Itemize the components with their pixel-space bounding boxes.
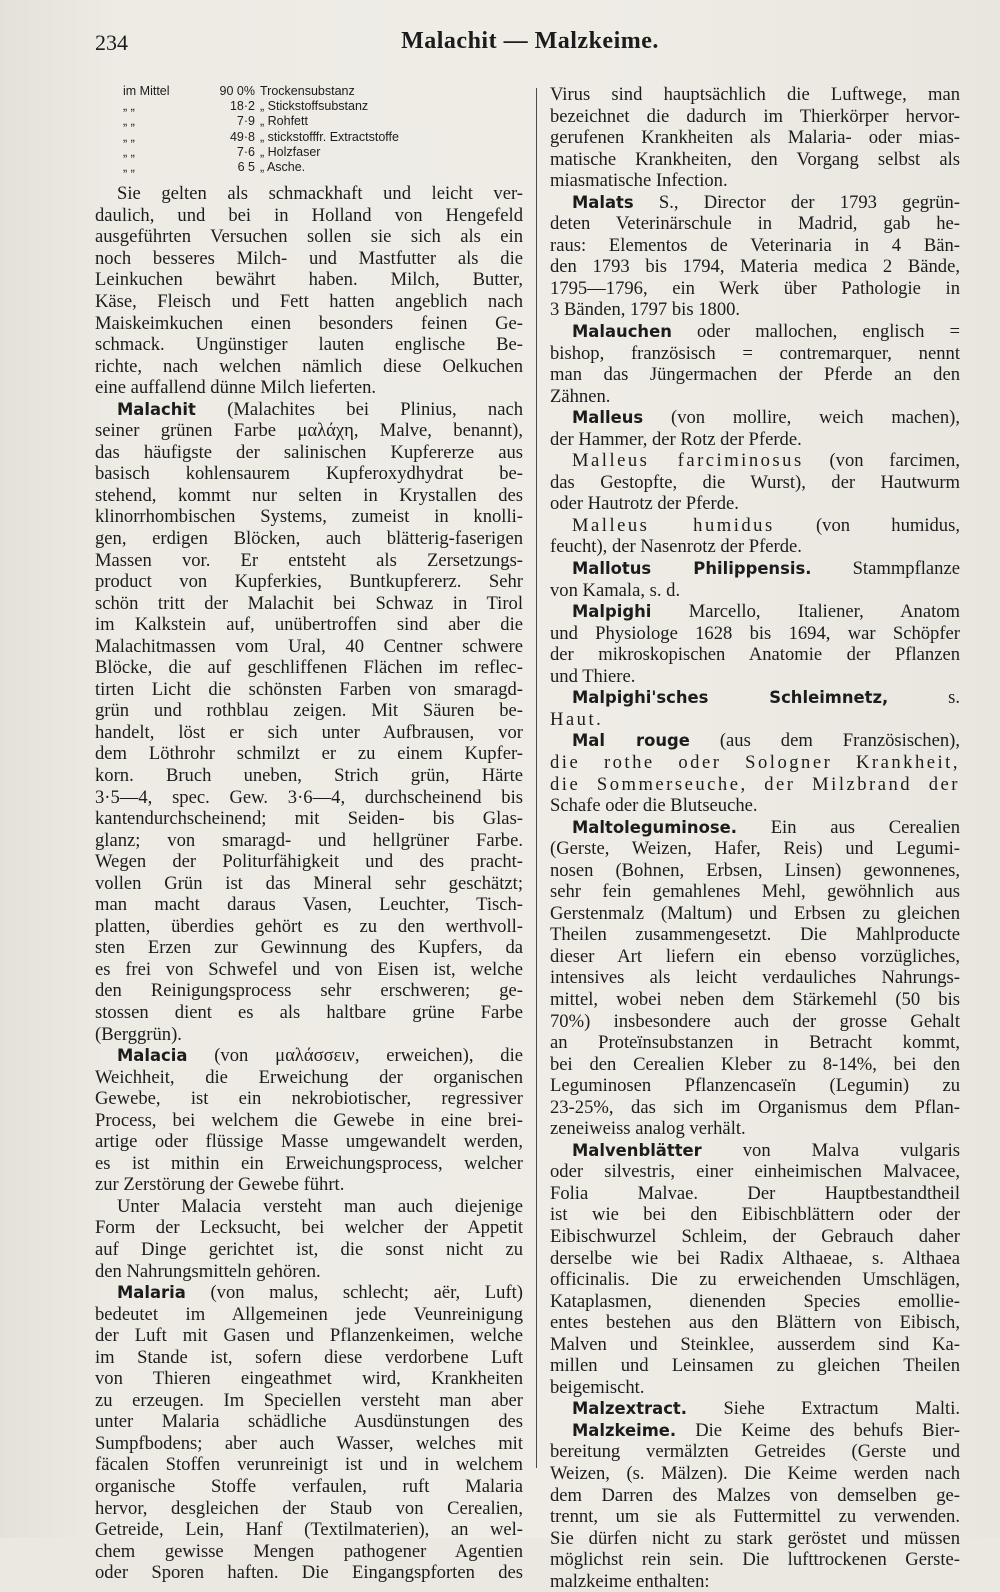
- text-line: fäcalen Stoffen verunreinigt ist und in welchem: [95, 1454, 523, 1476]
- text-line: im Stande ist, sofern diese verdorbene Luft: [95, 1346, 523, 1368]
- text-line: Massen vor. Er entsteht als Zersetzungs-: [95, 549, 523, 571]
- text-line: officinalis. Die zu erweichenden Umschlägen,: [550, 1269, 960, 1291]
- text-line: 3 Bänden, 1797 bis 1800.: [550, 299, 741, 321]
- text-line: man macht daraus Vasen, Leuchter, Tisch-: [95, 894, 523, 916]
- text-line: Folia Malvae. Der Hauptbestandtheil: [550, 1182, 960, 1204]
- text-line: sten Erzen zur Gewinnung des Kupfers, da: [95, 937, 523, 959]
- text-line: seiner grünen Farbe μαλάχη, Malve, benannt),: [95, 420, 523, 442]
- text-line: schmack. Ungünstiger lauten englische Be-: [95, 334, 523, 356]
- text-line: millen und Leinsamen zu gleichen Theilen: [550, 1355, 960, 1377]
- text-line: Sumpfbodens; aber auch Wasser, welches mit: [95, 1432, 523, 1454]
- text-line: klinorrhombischen Systems, zumeist in knolli-: [95, 506, 523, 528]
- text-line: (Gerste, Weizen, Hafer, Reis) und Legumi-: [550, 838, 960, 860]
- text-line: ist wie bei den Eibischblättern oder der: [550, 1204, 960, 1226]
- entry-first-line: Malzextract. Siehe Extractum Malti.: [572, 1398, 961, 1420]
- text-line: Weichheit, die Erweichung der organischen: [95, 1066, 523, 1088]
- text-line: die Sommerseuche, der Milzbrand der: [550, 773, 960, 795]
- entry-first-line: Malleus humidus (von humidus,: [572, 514, 960, 536]
- text-line: es ist mithin ein Erweichungsprocess, welcher: [95, 1152, 523, 1174]
- text-line: die rothe oder Sologner Krankheit,: [550, 751, 960, 773]
- text-line: chem gewisse Mengen pathogener Agentien: [95, 1540, 523, 1562]
- headword: Mal rouge: [572, 731, 690, 751]
- text-line: den Reinigungsprocess sehr erschweren; ge-: [95, 980, 523, 1002]
- text-line: gerufenen Krankheiten als Malaria- oder mias-: [550, 127, 960, 149]
- text-line: Gewebe, ist ein nekrobiotischer, regressiver: [95, 1088, 523, 1110]
- headword: Malacia: [117, 1046, 188, 1066]
- text-line: das Gestopfte, die Wurst), der Hautwurm: [550, 471, 960, 493]
- column-rule: [536, 88, 537, 1468]
- text-line: unter Malaria schädliche Ausdünstungen des: [95, 1411, 523, 1433]
- text-line: von Thieren eingeathmet wird, Krankheiten: [95, 1368, 523, 1390]
- headword: Malleus: [572, 408, 644, 428]
- text-line: vollen Grün ist das Mineral sehr geschätzt;: [95, 872, 523, 894]
- text-line: Weizen, (s. Mälzen). Die Keime werden nach: [550, 1463, 960, 1484]
- entry-first-line: Malaria (von malus, schlecht; aër, Luft): [117, 1282, 523, 1304]
- text-line: 3·5—4, spec. Gew. 3·6—4, durchscheinend bis: [95, 786, 523, 808]
- text-line: 23-25%, das sich im Organismus dem Pflan-: [550, 1096, 960, 1118]
- text-line: zeneiweiss analog verhält.: [550, 1118, 746, 1140]
- text-line: sehr fein gemahlenes Mehl, gewöhnlich aus: [550, 881, 960, 903]
- text-line: Käse, Fleisch und Fett hatten angeblich nach: [95, 290, 523, 312]
- text-line: malzkeime enthalten:: [550, 1570, 710, 1592]
- text-line: entes bestehen aus den Blättern von Eibisch,: [550, 1312, 960, 1334]
- text-line: kantendurchscheinend; mit Seiden- bis Glas-: [95, 808, 523, 830]
- text-line: dieser Art liefern ein ebenso vorzügliches,: [550, 945, 960, 967]
- entry-first-line: Malzkeime. Die Keime des behufs Bier-: [572, 1419, 960, 1441]
- text-line: Form der Lecksucht, bei welcher der Appetit: [95, 1217, 523, 1239]
- text-line: Sie dürfen nicht zu stark geröstet und müssen: [550, 1527, 960, 1549]
- text-line: trennt, um sie als Futtermittel zu verwenden.: [550, 1506, 960, 1528]
- text-line: 1795—1796, ein Werk über Pathologie in: [550, 277, 960, 299]
- headword: Malzextract.: [572, 1399, 687, 1419]
- headword: Malaria: [117, 1283, 186, 1303]
- headword: Malpighi'sches Schleimnetz,: [572, 688, 889, 708]
- text-line: product von Kupferkies, Buntkupfererz. Sehr: [95, 571, 523, 593]
- text-line: nosen (Bohnen, Erbsen, Linsen) gewonnenes,: [550, 859, 960, 881]
- table-row: „ „ 49·8 „ stickstofffr. Extractstoffe: [123, 129, 399, 144]
- text-line: den 1793 bis 1794, Materia medica 2 Bände,: [550, 256, 960, 278]
- text-line: dem Darren des Malzes von demselben ge-: [550, 1484, 960, 1506]
- text-line: artige oder flüssige Masse umgewandelt werden,: [95, 1131, 523, 1153]
- text-line: Malven und Steinklee, ausserdem sind Ka-: [550, 1333, 960, 1355]
- text-line: hervor, desgleichen der Staub von Cerealien,: [95, 1497, 523, 1519]
- text-line: Leinkuchen bewährt haben. Milch, Butter,: [95, 269, 523, 291]
- text-line: Theilen zusammengesetzt. Die Mahlproducte: [550, 924, 960, 946]
- text-line: Kataplasmen, dienenden Species emollie-: [550, 1290, 960, 1312]
- headword: Malachit: [117, 399, 196, 419]
- text-line: Blöcke, die auf geschliffenen Flächen im reflec-: [95, 657, 523, 679]
- text-line: Zähnen.: [550, 385, 611, 407]
- entry-first-line: Maltoleguminose. Ein aus Cerealien: [572, 816, 960, 838]
- text-line: matische Krankheiten, den Vorgang selbst als: [550, 148, 960, 170]
- table-row: „ „ 6 5 „ Asche.: [123, 160, 306, 175]
- table-row: „ „ 7·9 „ Rohfett: [123, 114, 308, 129]
- text-line: bezeichnet die dadurch im Thierkörper hervor-: [550, 105, 960, 127]
- text-line: stehend, kommt nur selten in Krystallen des: [95, 484, 523, 506]
- entry-first-line: Malpighi'sches Schleimnetz, s.: [572, 687, 960, 709]
- headword: Malvenblätter: [572, 1140, 702, 1160]
- text-line: Wegen der Politurfähigkeit und des pracht-: [95, 851, 523, 873]
- text-line: intensives als leicht verdauliches Nahrungs-: [550, 967, 960, 989]
- text-line: man das Jüngermachen der Pferde an den: [550, 364, 960, 386]
- text-line: von Kamala, s. d.: [550, 579, 681, 601]
- text-line: miasmatische Infection.: [550, 170, 728, 192]
- text-line: basisch kohlensaurem Kupferoxydhydrat be-: [95, 463, 523, 485]
- text-line: der Luft mit Gasen und Pflanzenkeimen, welche: [95, 1325, 523, 1347]
- composition-table: [95, 84, 523, 175]
- text-line: und Thiere.: [550, 665, 636, 687]
- text-line: platten, überdies gehört es zu den werthvoll-: [95, 915, 523, 937]
- text-line: dem Löthrohr schmilzt er zu einem Kupfer-: [95, 743, 523, 765]
- entry-first-line: Malachit (Malachites bei Plinius, nach: [117, 398, 524, 420]
- text-line: tirten Licht die schönsten Farben von smaragd-: [95, 678, 523, 700]
- text-line: oder silvestris, einer einheimischen Malvacee,: [550, 1161, 960, 1183]
- text-line: Sie gelten als schmackhaft und leicht ver-: [117, 183, 523, 205]
- text-line: Eibischwurzel Schleim, der Gebrauch daher: [550, 1225, 960, 1247]
- text-line: bei den Cerealien Kleber zu 8-14%, bei den: [550, 1053, 960, 1075]
- headword: Malats: [572, 192, 634, 212]
- text-line: möglichst rein sein. Die lufttrockenen Gerste-: [550, 1549, 960, 1571]
- text-line: organische Stoffe verfaulen, ruft Malaria: [95, 1476, 523, 1498]
- text-line: stossen dient es als haltbare grüne Farbe: [95, 1002, 523, 1023]
- text-line: Process, bei welchem die Gewebe in eine brei-: [95, 1109, 523, 1131]
- text-line: Unter Malacia versteht man auch diejenige: [117, 1195, 523, 1217]
- text-line: gen, erdigen Blöcken, auch blätterig-faserigen: [95, 527, 523, 549]
- text-line: auf Dinge gerichtet ist, die sonst nicht zu: [95, 1239, 523, 1261]
- table-row: im Mittel 90 0% Trockensubstanz: [123, 84, 355, 98]
- text-line: der mikroskopischen Anatomie der Pflanzen: [550, 644, 960, 666]
- text-line: das häufigste der salinischen Kupfererze aus: [95, 441, 523, 463]
- text-line: und Physiologe 1628 bis 1694, war Schöpfer: [550, 622, 960, 644]
- text-line: deten Veterinärschule in Madrid, gab he-: [550, 213, 960, 235]
- text-line: schön tritt der Malachit bei Schwaz in Tirol: [95, 592, 523, 614]
- text-line: den Nahrungsmitteln gehören.: [95, 1260, 321, 1282]
- text-line: eine auffallend dünne Milch lieferten.: [95, 377, 377, 399]
- left-column: [95, 84, 524, 1584]
- text-line: glanz; von smaragd- und hellgrüner Farbe.: [95, 829, 523, 851]
- entry-first-line: Malleus farciminosus (von farcimen,: [572, 450, 960, 472]
- entry-first-line: Malleus (von mollire, weich machen),: [572, 407, 960, 429]
- text-line: oder Hautrotz der Pferde.: [550, 493, 739, 515]
- text-line: der Hammer, der Rotz der Pferde.: [550, 428, 802, 450]
- text-line: bishop, französisch = contremarquer, nennt: [550, 342, 960, 364]
- text-line: ausgeführten Versuchen sollen sie sich als ein: [95, 226, 523, 248]
- text-line: mittel, wobei neben dem Stärkemehl (50 bis: [550, 988, 960, 1010]
- text-line: raus: Elementos de Veterinaria in 4 Bän-: [550, 234, 960, 256]
- entry-first-line: Malpighi Marcello, Italiener, Anatom: [572, 601, 960, 623]
- text-line: bedeutet im Allgemeinen jede Veunreinigung: [95, 1303, 523, 1325]
- entry-first-line: Malvenblätter von Malva vulgaris: [572, 1139, 960, 1161]
- headword: Malauchen: [572, 322, 672, 342]
- text-line: beigemischt.: [550, 1376, 645, 1398]
- text-line: Gerstenmalz (Maltum) und Erbsen zu gleichen: [550, 902, 960, 924]
- entry-first-line: Malats S., Director der 1793 gegrün-: [572, 191, 960, 213]
- text-line: handelt, löst er sich unter Aufbrausen, vor: [95, 721, 523, 743]
- text-line: Haut.: [550, 708, 604, 730]
- text-line: richte, nach welchen nämlich diese Oelkuchen: [95, 355, 523, 377]
- page-number: 234: [95, 30, 128, 55]
- headword: Maltoleguminose.: [572, 817, 737, 837]
- text-line: noch besseres Milch- und Mastfutter als die: [95, 247, 523, 269]
- text-line: Getreide, Lein, Hanf (Textilmaterien), an wel-: [95, 1519, 523, 1541]
- text-line: Leguminosen Pflanzencaseïn (Legumin) zu: [550, 1075, 960, 1097]
- text-line: Malachitmassen vom Ural, 40 Centner schwere: [95, 635, 523, 657]
- entry-first-line: Mal rouge (aus dem Französischen),: [572, 730, 960, 752]
- text-line: Virus sind hauptsächlich die Luftwege, man: [550, 84, 960, 105]
- entry-first-line: Mallotus Philippensis. Stammpflanze: [572, 558, 960, 580]
- headword: Mallotus Philippensis.: [572, 559, 812, 579]
- running-header: Malachit — Malzkeime.: [401, 28, 659, 54]
- table-row: „ „ 18·2 „ Stickstoffsubstanz: [123, 99, 369, 114]
- entry-first-line: Malauchen oder mallochen, englisch =: [572, 321, 960, 343]
- text-line: zu erzeugen. Im Speciellen versteht man aber: [95, 1389, 523, 1411]
- text-line: 70%) insbesondere auch der grosse Gehalt: [550, 1010, 960, 1032]
- text-line: derselbe wie bei Radix Althaeae, s. Althaea: [550, 1247, 960, 1269]
- text-line: feucht), der Nasenrotz der Pferde.: [550, 536, 802, 558]
- entry-first-line: Malacia (von μαλάσσειν, erweichen), die: [117, 1045, 523, 1067]
- text-line: zur Zerstörung der Gewebe führt.: [95, 1174, 345, 1196]
- text-line: es frei von Schwefel und von Eisen ist, welche: [95, 958, 523, 980]
- text-line: im Kalkstein auf, unübertroffen sind aber die: [95, 614, 523, 636]
- text-line: bereitung vermälzten Getreides (Gerste und: [550, 1441, 960, 1463]
- table-row: „ „ 7·6 „ Holzfaser: [123, 144, 321, 159]
- text-line: Maiskeimkuchen einen besonders feinen Ge-: [95, 312, 523, 334]
- headword: Malpighi: [572, 602, 652, 622]
- text-line: daulich, und bei in Holland von Hengefeld: [95, 204, 523, 226]
- right-column: [550, 84, 961, 1592]
- text-line: korn. Bruch uneben, Strich grün, Härte: [95, 764, 523, 786]
- text-line: an Proteïnsubstanzen in Betracht kommt,: [550, 1032, 960, 1054]
- text-line: Schafe oder die Blutseuche.: [550, 795, 758, 817]
- text-line: oder Sporen haften. Die Eingangspforten des: [95, 1562, 523, 1584]
- headword: Malzkeime.: [572, 1420, 677, 1440]
- text-line: (Berggrün).: [95, 1023, 182, 1045]
- text-line: grün und rothblau zeigen. Mit Säuren be-: [95, 700, 523, 722]
